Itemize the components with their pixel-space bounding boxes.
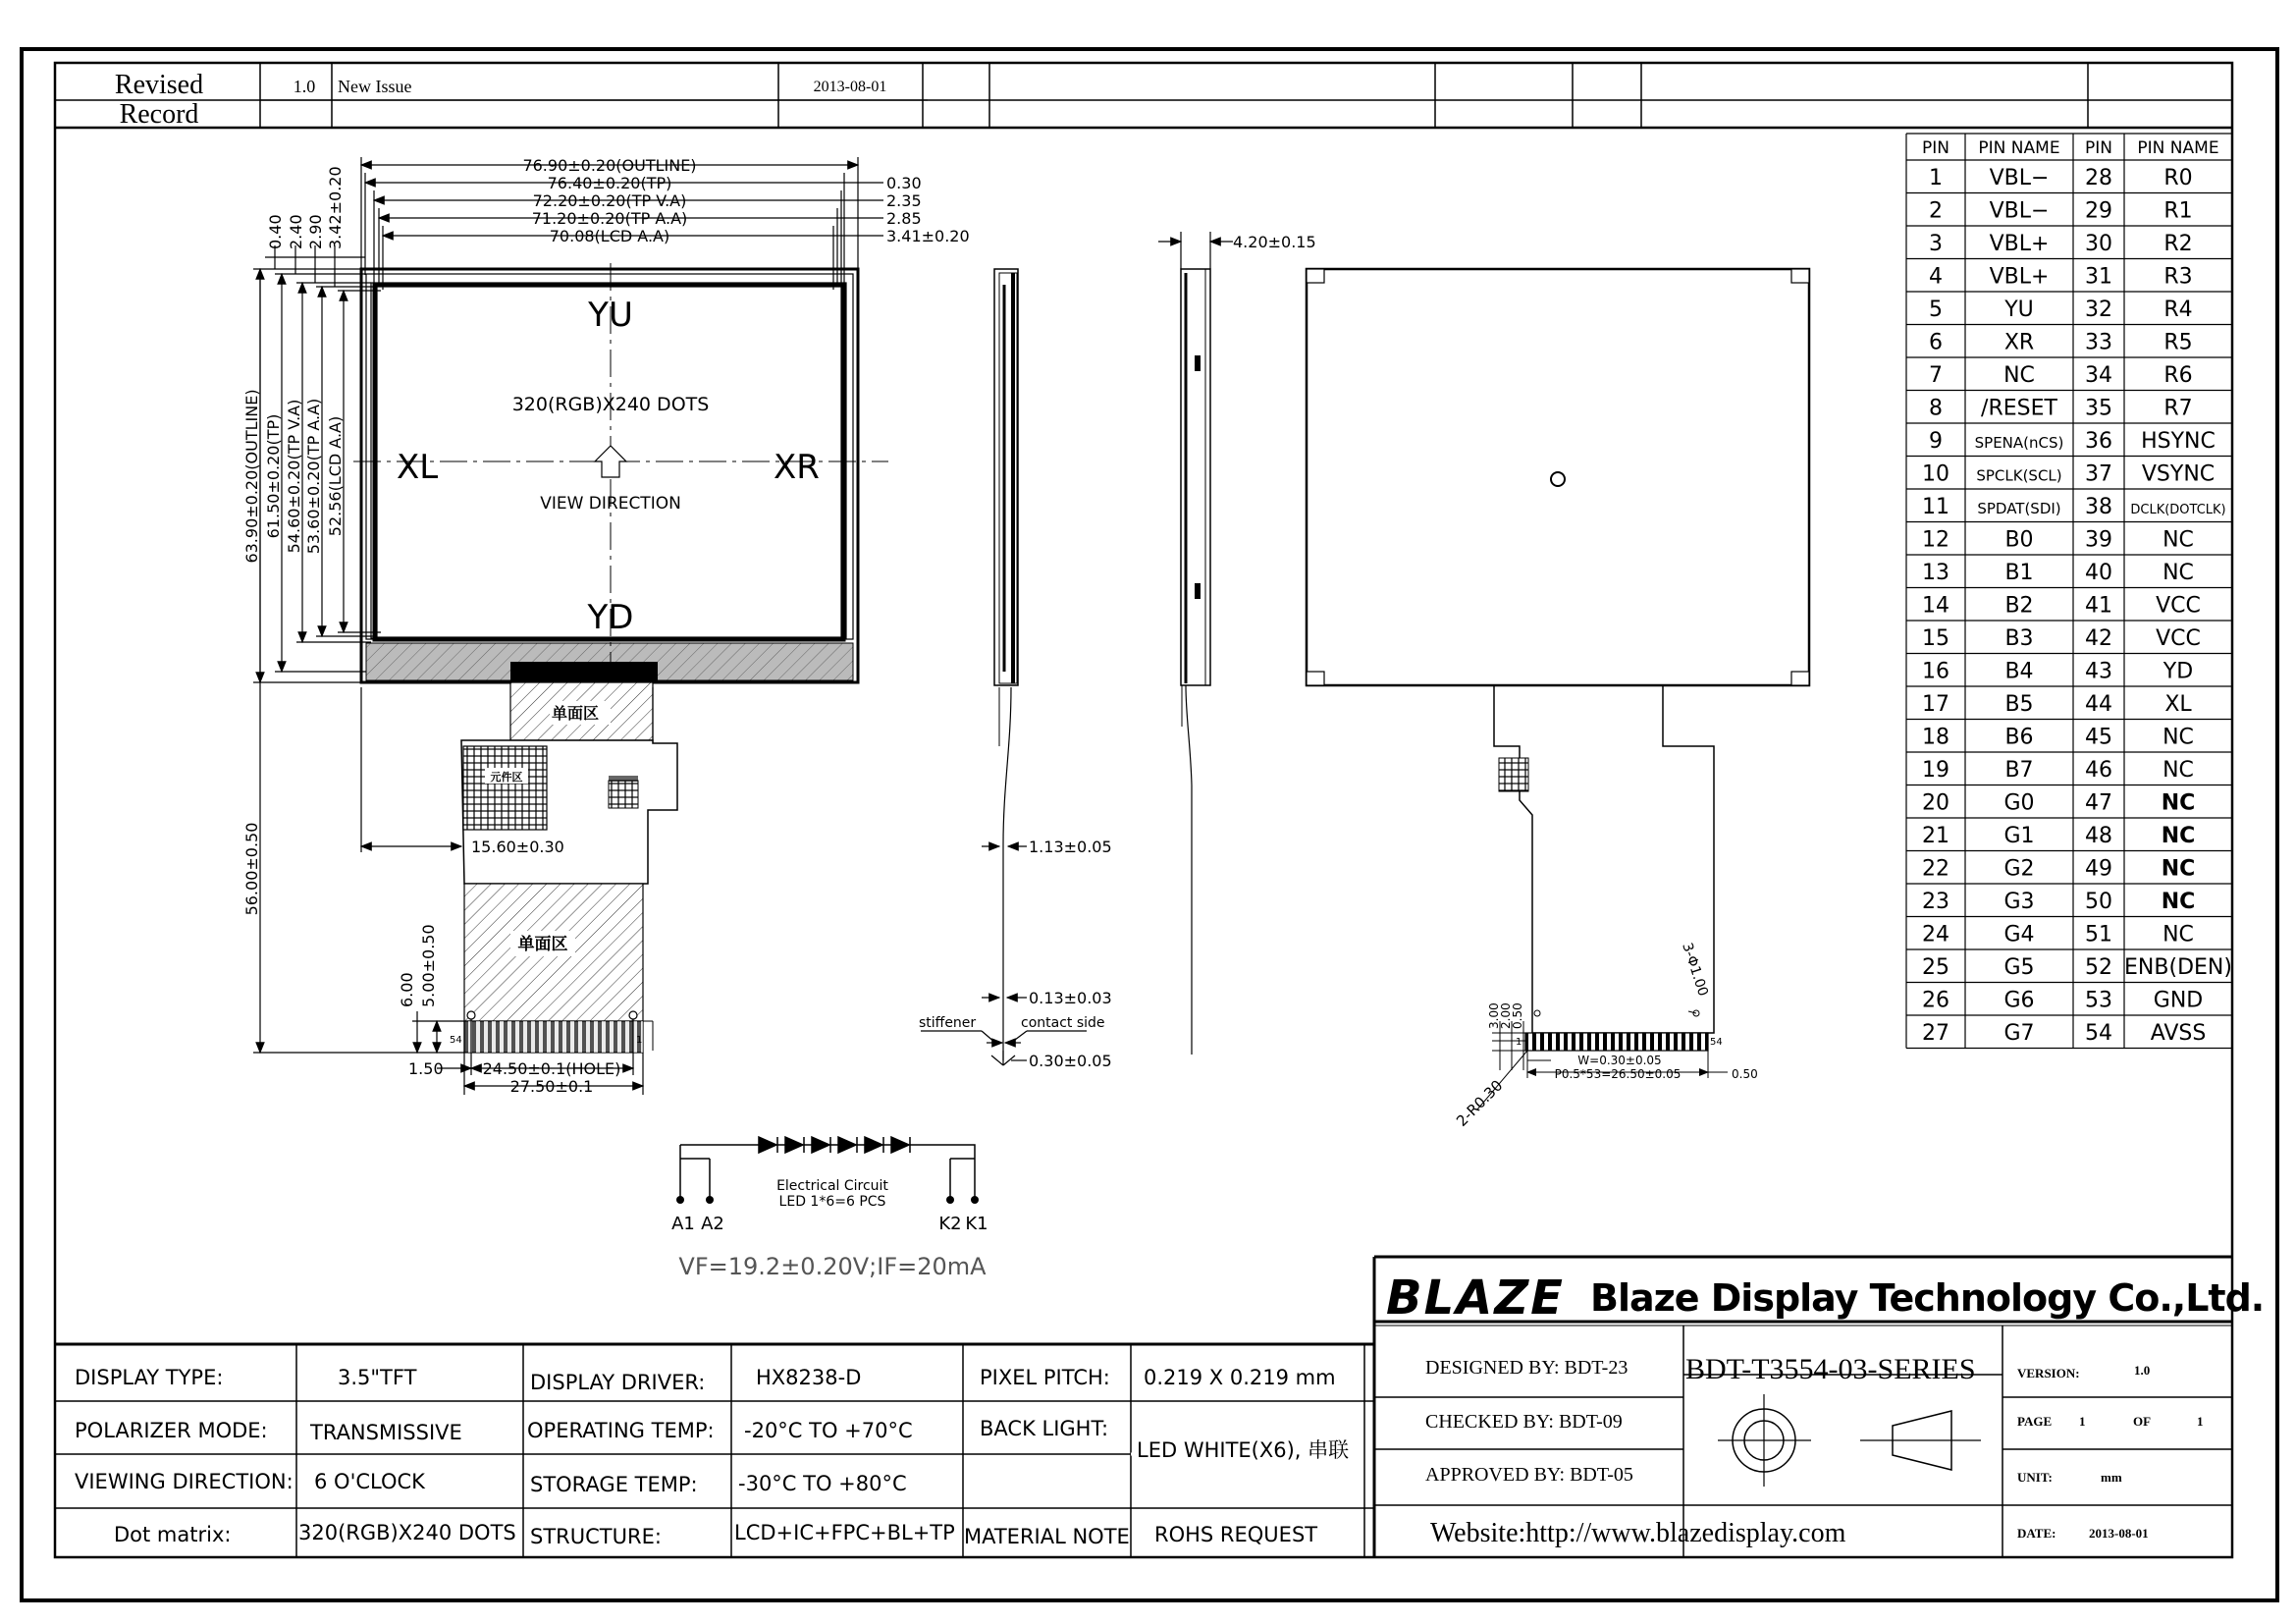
- label-k2: K2: [938, 1214, 962, 1234]
- revision-date: 2013-08-01: [813, 79, 887, 95]
- pin-name: G5: [2003, 954, 2035, 980]
- spec-op-temp: -20°C TO +70°C: [744, 1419, 913, 1442]
- dim-113: 1.13±0.05: [1029, 838, 1112, 856]
- dim-fpc-offset: 15.60±0.30: [471, 838, 564, 856]
- pin-name: R7: [2163, 396, 2193, 421]
- pin-number: 30: [2085, 231, 2112, 256]
- pin-number: 2: [1929, 198, 1943, 224]
- pin-number: 42: [2085, 625, 2112, 651]
- electrical-circuit: [671, 1137, 988, 1280]
- pin-name: VBL−: [1989, 198, 2050, 224]
- dim-600: 6.00: [398, 972, 416, 1007]
- pin-name: VCC: [2156, 625, 2201, 651]
- of-value: 1: [2197, 1414, 2204, 1429]
- dim-right-341: 3.41±0.20: [886, 227, 970, 245]
- dim-v-290: 2.90: [306, 214, 325, 249]
- pin-number: 9: [1929, 428, 1943, 454]
- pin-number: 10: [1922, 461, 1949, 487]
- company-name: Blaze Display Technology Co.,Ltd.: [1590, 1276, 2265, 1320]
- website: Website:http://www.blazedisplay.com: [1430, 1518, 1846, 1548]
- pin-name: AVSS: [2150, 1020, 2207, 1046]
- pin-number: 52: [2085, 954, 2112, 980]
- pin-number: 14: [1922, 593, 1949, 619]
- dim-v-040: 0.40: [266, 214, 285, 249]
- pin-name: SPDAT(SDI): [1977, 499, 2061, 517]
- spec-polarizer-label: POLARIZER MODE:: [75, 1419, 268, 1442]
- label-a1: A1: [671, 1214, 695, 1234]
- dim-total-height: 56.00±0.50: [242, 822, 261, 916]
- pin-name: YU: [2004, 297, 2034, 322]
- spec-dot-matrix: 320(RGB)X240 DOTS: [298, 1521, 516, 1544]
- unit-value: mm: [2101, 1470, 2122, 1485]
- front-pin54: 54: [450, 1035, 462, 1046]
- pin-number: 1: [1929, 165, 1943, 190]
- back-pitch: P0.5*53=26.50±0.05: [1554, 1067, 1682, 1081]
- pin-number: 26: [1922, 988, 1949, 1013]
- pin-name: SPCLK(SCL): [1976, 466, 2062, 485]
- label-xl: XL: [397, 448, 439, 487]
- pin-name: VBL−: [1989, 165, 2050, 190]
- pin-number: 48: [2085, 823, 2112, 848]
- pin-number: 38: [2085, 494, 2112, 519]
- label-yd: YD: [587, 598, 634, 637]
- pin-name: B1: [2004, 560, 2034, 585]
- version-label: VERSION:: [2017, 1366, 2080, 1380]
- front-pin1: 1: [636, 1035, 643, 1046]
- back-view: [1307, 269, 1809, 1130]
- pin-number: 16: [1922, 659, 1949, 684]
- pin-name: R5: [2163, 330, 2193, 355]
- pin-number: 7: [1929, 362, 1943, 388]
- pin-name: G2: [2003, 856, 2035, 882]
- label-view-direction: VIEW DIRECTION: [540, 494, 681, 514]
- date-label: DATE:: [2017, 1526, 2056, 1541]
- pin-name: G6: [2003, 988, 2035, 1013]
- pin-number: 15: [1922, 625, 1949, 651]
- pin-number: 51: [2085, 922, 2112, 947]
- pin-number: 54: [2085, 1020, 2112, 1046]
- of-label: OF: [2133, 1414, 2152, 1429]
- spec-st-temp: -30°C TO +80°C: [738, 1472, 907, 1495]
- pin-number: 32: [2085, 297, 2112, 322]
- logo-text: BLAZE: [1386, 1271, 1565, 1326]
- revision-title-line1: Revised: [114, 70, 204, 100]
- side-view-2: [1158, 232, 1316, 1055]
- back-dim-300: 3.00: [1487, 1002, 1501, 1029]
- pin-name: NC: [2163, 560, 2194, 585]
- pin-name: GND: [2153, 988, 2204, 1013]
- pin-name: ENB(DEN): [2124, 954, 2232, 980]
- pin-number: 43: [2085, 659, 2112, 684]
- pin-number: 49: [2085, 856, 2112, 882]
- pin-table: [1906, 134, 2232, 1049]
- pin-number: 21: [1922, 823, 1949, 848]
- pin-name: B2: [2004, 593, 2034, 619]
- back-pin54: 54: [1710, 1037, 1723, 1048]
- label-stiffener: stiffener: [919, 1015, 977, 1031]
- pin-number: 19: [1922, 757, 1949, 783]
- dim-tp-aa-height: 53.60±0.20(TP A.A): [304, 398, 323, 555]
- pin-name: G7: [2003, 1020, 2035, 1046]
- pin-number: 25: [1922, 954, 1949, 980]
- back-r030: 2-R0.30: [1453, 1076, 1507, 1130]
- dim-tp-aa-width: 71.20±0.20(TP A.A): [531, 209, 688, 228]
- pin-number: 53: [2085, 988, 2112, 1013]
- pin-name: NC: [2161, 823, 2196, 848]
- pin-name: NC: [2161, 856, 2196, 882]
- dim-lcd-aa-width: 70.08(LCD A.A): [549, 227, 670, 245]
- pin-number: 47: [2085, 790, 2112, 816]
- pin-number: 28: [2085, 165, 2112, 190]
- pin-name: XL: [2164, 691, 2192, 717]
- pin-number: 44: [2085, 691, 2112, 717]
- pin-number: 4: [1929, 264, 1943, 290]
- front-view: [242, 156, 970, 1096]
- pin-name: VSYNC: [2141, 461, 2216, 487]
- pin-name: B6: [2004, 725, 2034, 750]
- pin-number: 6: [1929, 330, 1943, 355]
- pin-number: 12: [1922, 527, 1949, 553]
- dim-tp-va-width: 72.20±0.20(TP V.A): [532, 191, 687, 210]
- pin-number: 39: [2085, 527, 2112, 553]
- pin-number: 35: [2085, 396, 2112, 421]
- pin-name: G1: [2003, 823, 2035, 848]
- pin-name: G3: [2003, 889, 2035, 914]
- back-dim-200: 2.00: [1499, 1002, 1513, 1029]
- side-view: [919, 269, 1112, 1070]
- dim-thickness: 4.20±0.15: [1233, 233, 1316, 251]
- circuit-title: Electrical Circuit: [776, 1178, 888, 1194]
- label-a2: A2: [701, 1214, 724, 1234]
- label-component-area: 元件区: [490, 771, 523, 784]
- spec-structure-label: STRUCTURE:: [530, 1525, 662, 1548]
- revision-title-line2: Record: [119, 99, 199, 130]
- pin-table-header: PIN NAME: [2137, 138, 2219, 158]
- pin-number: 3: [1929, 231, 1943, 256]
- dim-tp-height: 61.50±0.20(TP): [264, 413, 283, 539]
- page-label: PAGE: [2017, 1414, 2053, 1429]
- spec-viewing-label: VIEWING DIRECTION:: [75, 1470, 294, 1493]
- spec-material: ROHS REQUEST: [1154, 1523, 1318, 1546]
- dim-v-342: 3.42±0.20: [326, 166, 345, 249]
- pin-name: B5: [2004, 691, 2034, 717]
- pin-name: SPENA(nCS): [1974, 433, 2064, 452]
- pin-number: 31: [2085, 264, 2112, 290]
- dim-013: 0.13±0.03: [1029, 989, 1112, 1007]
- dim-030: 0.30±0.05: [1029, 1052, 1112, 1070]
- pin-name: NC: [2163, 922, 2194, 947]
- dim-right-235: 2.35: [886, 191, 922, 210]
- pin-name: VBL+: [1989, 264, 2050, 290]
- dim-outline-width: 76.90±0.20(OUTLINE): [522, 156, 697, 175]
- pin-number: 41: [2085, 593, 2112, 619]
- pin-table-header: PIN: [1922, 138, 1949, 158]
- pin-number: 22: [1922, 856, 1949, 882]
- pin-number: 34: [2085, 362, 2112, 388]
- pin-number: 17: [1922, 691, 1949, 717]
- pin-name: B3: [2004, 625, 2034, 651]
- back-hole: 3-Φ1.00: [1679, 941, 1711, 999]
- spec-backlight: LED WHITE(X6), 串联: [1137, 1438, 1350, 1462]
- pin-name: B7: [2004, 757, 2034, 783]
- pin-number: 5: [1929, 297, 1943, 322]
- pin-table-header: PIN NAME: [1978, 138, 2060, 158]
- pin-number: 40: [2085, 560, 2112, 585]
- dim-tp-va-height: 54.60±0.20(TP V.A): [285, 399, 303, 554]
- pin-name: B4: [2004, 659, 2034, 684]
- spec-op-temp-label: OPERATING TEMP:: [527, 1419, 715, 1442]
- back-pin1: 1: [1516, 1037, 1522, 1048]
- pin-name: NC: [2003, 362, 2035, 388]
- label-xr: XR: [774, 448, 820, 487]
- dim-hole: 24.50±0.1(HOLE): [482, 1059, 621, 1078]
- pin-name: DCLK(DOTCLK): [2130, 502, 2226, 517]
- label-contact-side: contact side: [1021, 1015, 1105, 1031]
- pin-number: 13: [1922, 560, 1949, 585]
- dim-500: 5.00±0.50: [419, 924, 438, 1007]
- dim-lcd-aa-height: 52.56(LCD A.A): [326, 415, 345, 537]
- checked-by: CHECKED BY: BDT-09: [1425, 1411, 1623, 1433]
- label-single-side-2: 单面区: [517, 935, 568, 954]
- spec-display-type: 3.5"TFT: [338, 1366, 417, 1389]
- dim-fpc-width: 27.50±0.1: [509, 1077, 594, 1096]
- pin-name: VCC: [2156, 593, 2201, 619]
- dim-tp-width: 76.40±0.20(TP): [547, 174, 672, 192]
- blaze-logo: [1386, 1271, 1565, 1326]
- pin-number: 36: [2085, 428, 2112, 454]
- dim-right-030: 0.30: [886, 174, 922, 192]
- approved-by: APPROVED BY: BDT-05: [1425, 1464, 1633, 1486]
- pin-name: R2: [2163, 231, 2193, 256]
- pin-name: R0: [2163, 165, 2193, 190]
- pin-number: 8: [1929, 396, 1943, 421]
- pin-number: 20: [1922, 790, 1949, 816]
- dim-right-285: 2.85: [886, 209, 922, 228]
- pin-name: G0: [2003, 790, 2035, 816]
- part-number: BDT-T3554-03-SERIES: [1685, 1353, 1976, 1385]
- label-dots: 320(RGB)X240 DOTS: [511, 394, 710, 415]
- back-dim-050: 0.50: [1511, 1002, 1524, 1029]
- pin-number: 50: [2085, 889, 2112, 914]
- pin-name: NC: [2161, 889, 2196, 914]
- dim-150: 1.50: [408, 1059, 444, 1078]
- spec-viewing: 6 O'CLOCK: [314, 1470, 425, 1493]
- pin-number: 45: [2085, 725, 2112, 750]
- pin-number: 29: [2085, 198, 2112, 224]
- dim-outline-height: 63.90±0.20(OUTLINE): [242, 389, 261, 564]
- revision-version: 1.0: [293, 77, 316, 96]
- label-single-side-1: 单面区: [551, 704, 600, 723]
- pin-name: HSYNC: [2141, 428, 2216, 454]
- pin-number: 11: [1922, 494, 1949, 519]
- spec-material-label: MATERIAL NOTE: [964, 1525, 1130, 1548]
- pin-number: 23: [1922, 889, 1949, 914]
- pin-number: 24: [1922, 922, 1949, 947]
- pin-number: 33: [2085, 330, 2112, 355]
- pin-number: 18: [1922, 725, 1949, 750]
- pin-name: VBL+: [1989, 231, 2050, 256]
- spec-pixel-pitch-label: PIXEL PITCH:: [980, 1366, 1110, 1389]
- spec-dot-matrix-label: Dot matrix:: [114, 1523, 232, 1546]
- pin-name: R3: [2163, 264, 2193, 290]
- pin-number: 27: [1922, 1020, 1949, 1046]
- pin-name: NC: [2163, 725, 2194, 750]
- circuit-subtitle: LED 1*6=6 PCS: [778, 1194, 886, 1210]
- revision-description: New Issue: [338, 77, 412, 96]
- dim-v-240: 2.40: [287, 214, 305, 249]
- spec-backlight-label: BACK LIGHT:: [980, 1417, 1109, 1440]
- pin-name: B0: [2004, 527, 2034, 553]
- spec-st-temp-label: STORAGE TEMP:: [530, 1473, 698, 1496]
- spec-polarizer: TRANSMISSIVE: [310, 1421, 462, 1444]
- back-r050: 0.50: [1732, 1067, 1758, 1081]
- date-value: 2013-08-01: [2089, 1526, 2149, 1541]
- unit-label: UNIT:: [2017, 1470, 2053, 1485]
- circuit-spec: VF=19.2±0.20V;IF=20mA: [678, 1253, 987, 1280]
- pin-name: R1: [2163, 198, 2193, 224]
- pin-name: G4: [2003, 922, 2035, 947]
- pin-name: NC: [2163, 757, 2194, 783]
- pin-name: XR: [2003, 330, 2035, 355]
- spec-display-type-label: DISPLAY TYPE:: [75, 1366, 224, 1389]
- version-value: 1.0: [2134, 1363, 2151, 1378]
- pin-name: YD: [2163, 659, 2194, 684]
- pin-name: /RESET: [1981, 396, 2057, 421]
- spec-display-driver: HX8238-D: [756, 1366, 862, 1389]
- pin-number: 37: [2085, 461, 2112, 487]
- page-value: 1: [2079, 1414, 2086, 1429]
- pin-table-header: PIN: [2085, 138, 2112, 158]
- label-k1: K1: [965, 1214, 988, 1234]
- pin-number: 46: [2085, 757, 2112, 783]
- pin-name: R4: [2163, 297, 2193, 322]
- spec-display-driver-label: DISPLAY DRIVER:: [530, 1371, 706, 1394]
- pin-name: NC: [2161, 790, 2196, 816]
- spec-pixel-pitch: 0.219 X 0.219 mm: [1144, 1366, 1336, 1389]
- pin-name: R6: [2163, 362, 2193, 388]
- designed-by: DESIGNED BY: BDT-23: [1425, 1357, 1629, 1379]
- back-w-dim: W=0.30±0.05: [1577, 1054, 1662, 1067]
- label-yu: YU: [588, 296, 633, 335]
- spec-structure: LCD+IC+FPC+BL+TP: [734, 1521, 955, 1544]
- pin-name: NC: [2163, 527, 2194, 553]
